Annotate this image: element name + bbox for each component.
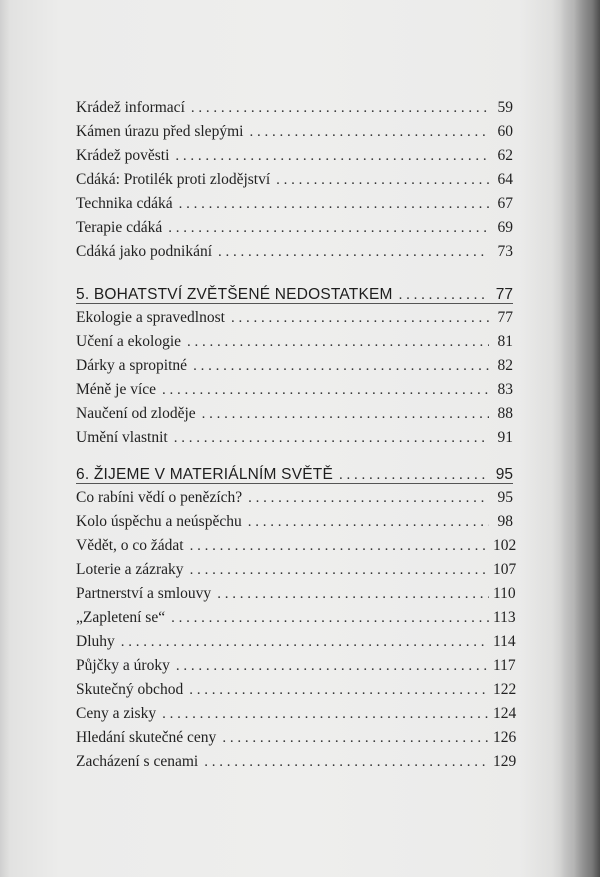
toc-entry xyxy=(76,534,517,558)
section-rule xyxy=(76,303,513,304)
dot-leader xyxy=(249,120,489,144)
toc-entry-title: Ekologie a spravedlnost xyxy=(76,309,225,326)
dot-leader xyxy=(179,192,489,216)
toc-entry-page: 67 xyxy=(497,195,513,212)
dot-leader xyxy=(191,96,489,120)
toc-entry-page: 117 xyxy=(493,657,516,674)
dot-leader xyxy=(202,402,489,426)
toc-entry-title: Terapie cdáká xyxy=(76,219,163,236)
toc-entry-title: Skutečný obchod xyxy=(76,681,184,698)
dot-leader xyxy=(217,582,489,606)
toc-entry-title: Kolo úspěchu a neúspěchu xyxy=(76,513,242,530)
dot-leader xyxy=(190,534,489,558)
toc-entry-page: 82 xyxy=(497,357,513,374)
toc-entry-page: 88 xyxy=(497,405,513,422)
toc-entry-title: Technika cdáká xyxy=(76,195,173,212)
toc-entry-page: 81 xyxy=(497,333,513,350)
dot-leader xyxy=(204,750,489,774)
dot-leader xyxy=(162,702,489,726)
toc-entry-title: Méně je více xyxy=(76,381,157,398)
toc-entry-title: Krádež pověsti xyxy=(76,147,170,164)
dot-leader xyxy=(174,426,489,450)
toc-entry-title: Vědět, o co žádat xyxy=(76,537,184,554)
toc-entry-page: 59 xyxy=(497,99,513,116)
toc-entry xyxy=(76,378,513,402)
toc-entry xyxy=(76,630,516,654)
toc-entry xyxy=(76,168,513,192)
toc-entry-page: 122 xyxy=(493,681,517,698)
toc-entry xyxy=(76,606,516,630)
dot-leader xyxy=(231,306,489,330)
dot-leader xyxy=(276,168,489,192)
toc-entry-page: 60 xyxy=(497,123,513,140)
toc-entry xyxy=(76,330,513,354)
dot-leader xyxy=(222,726,489,750)
toc-entry-page: 102 xyxy=(493,537,517,554)
toc-entry-page: 126 xyxy=(493,729,517,746)
toc-entry xyxy=(76,240,513,264)
toc-entry-title: Naučení od zloděje xyxy=(76,405,196,422)
toc-entry-page: 77 xyxy=(497,309,513,326)
dot-leader xyxy=(121,630,489,654)
dot-leader xyxy=(162,378,489,402)
toc-entry-title: Cdáká jako podnikání xyxy=(76,243,213,260)
toc-entry xyxy=(76,558,517,582)
dot-leader xyxy=(248,486,489,510)
toc-entry-page: 73 xyxy=(497,243,513,260)
toc-entry xyxy=(76,216,513,240)
dot-leader xyxy=(176,654,489,678)
toc-entry-title: Cdáká: Protilék proti zlodějství xyxy=(76,171,271,188)
toc-entry-title: Zacházení s cenami xyxy=(76,753,199,770)
toc-entry-title: Co rabíni vědí o penězích? xyxy=(76,489,243,506)
dot-leader xyxy=(187,330,489,354)
dot-leader xyxy=(175,144,489,168)
toc-entry xyxy=(76,726,517,750)
toc-entry xyxy=(76,120,513,144)
toc-entry xyxy=(76,750,517,774)
toc-entry xyxy=(76,144,513,168)
toc-entry-title: Učení a ekologie xyxy=(76,333,182,350)
toc-entry-title: Dluhy xyxy=(76,633,115,650)
toc-entry-title: Umění vlastnit xyxy=(76,429,168,446)
toc-entry xyxy=(76,702,517,726)
toc-entry-page: 114 xyxy=(493,633,516,650)
toc-entry xyxy=(76,510,513,534)
toc-entry-title: Půjčky a úroky xyxy=(76,657,170,674)
dot-leader xyxy=(190,558,489,582)
section-title: 5. BOHATSTVÍ ZVĚTŠENÉ NEDOSTATKEM xyxy=(76,286,393,303)
toc-entry-page: 110 xyxy=(493,585,516,602)
toc-entry-title: Hledání skutečné ceny xyxy=(76,729,217,746)
toc-entry-page: 95 xyxy=(497,489,513,506)
toc-entry xyxy=(76,96,513,120)
dot-leader xyxy=(171,606,489,630)
toc-entry-title: Loterie a zázraky xyxy=(76,561,184,578)
dot-leader xyxy=(248,510,489,534)
section-rule xyxy=(76,483,513,484)
dot-leader xyxy=(218,240,489,264)
toc-entry xyxy=(76,402,513,426)
toc-entry xyxy=(76,678,517,702)
toc-entry-title: Krádež informací xyxy=(76,99,185,116)
toc-entry-page: 124 xyxy=(493,705,517,722)
toc-entry xyxy=(76,192,513,216)
toc-entry-title: Ceny a zisky xyxy=(76,705,157,722)
toc-entry xyxy=(76,426,513,450)
toc-entry-page: 83 xyxy=(497,381,513,398)
toc-entry-title: Kámen úrazu před slepými xyxy=(76,123,244,140)
toc-entry xyxy=(76,306,513,330)
section-page: 77 xyxy=(495,286,513,303)
dot-leader xyxy=(189,678,489,702)
toc-entry-page: 98 xyxy=(497,513,513,530)
toc-entry xyxy=(76,582,516,606)
toc-entry xyxy=(76,354,513,378)
section-page: 95 xyxy=(495,466,513,483)
dot-leader xyxy=(168,216,489,240)
toc-entry-page: 129 xyxy=(493,753,517,770)
toc-entry-page: 64 xyxy=(497,171,513,188)
toc-entry xyxy=(76,654,516,678)
toc-entry-page: 91 xyxy=(497,429,513,446)
toc-entry-page: 62 xyxy=(497,147,513,164)
toc-entry-page: 69 xyxy=(497,219,513,236)
toc-entry-page: 113 xyxy=(493,609,516,626)
toc-entry-title: „Zapletení se“ xyxy=(76,609,166,626)
book-spine-shadow xyxy=(552,0,600,877)
toc-entry-page: 107 xyxy=(493,561,517,578)
toc-entry-title: Dárky a spropitné xyxy=(76,357,188,374)
section-title: 6. ŽIJEME V MATERIÁLNÍM SVĚTĚ xyxy=(76,466,334,483)
dot-leader xyxy=(193,354,489,378)
toc-entry xyxy=(76,486,513,510)
toc-entry-title: Partnerství a smlouvy xyxy=(76,585,212,602)
